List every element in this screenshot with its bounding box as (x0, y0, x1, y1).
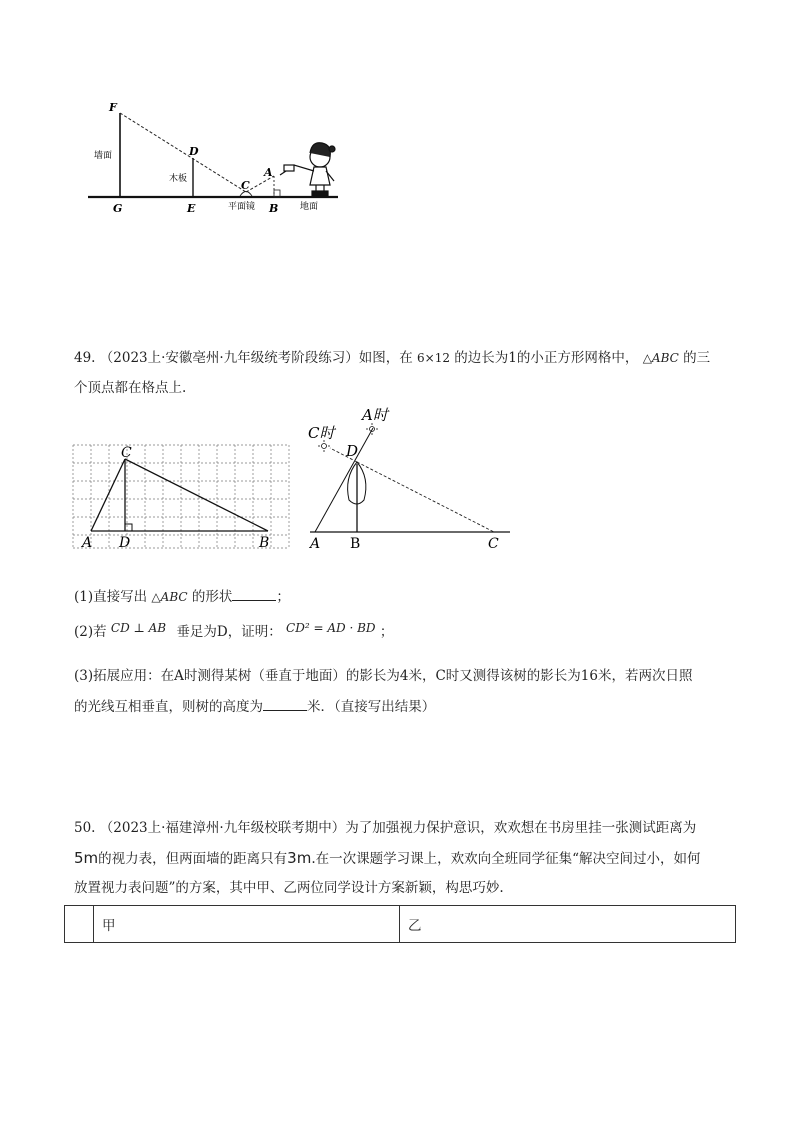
q49-sub1-post: 的形状 (191, 589, 233, 605)
q50-number: 50. (74, 820, 96, 836)
q49-sub2-mid: 垂足为D，证明： (176, 624, 282, 640)
q49-sub1-pre: (1)直接写出 (74, 589, 148, 605)
q49-line2: 个顶点都在格点上. (74, 380, 187, 396)
q49-sub2-equation: CD² = AD · BD (286, 621, 376, 635)
tree-label-A-time: A时 (362, 406, 388, 424)
q49-sub2 (74, 622, 393, 642)
label-board: 木板 (169, 174, 188, 184)
q49-text3: 的三 (683, 350, 711, 366)
q50-dist1: 5m (74, 849, 99, 867)
label-G: G (113, 202, 123, 215)
grid-label-C: C (121, 445, 132, 461)
q50-source: （2023上·福建漳州·九年级校联考期中） (99, 820, 346, 836)
q49-line1 (74, 348, 710, 368)
q49-sub1-end: ； (276, 589, 290, 605)
q50-line3: 放置视力表问题”的方案，其中甲、乙两位同学设计方案新颖，构思巧妙. (74, 880, 504, 896)
q50-line1 (74, 818, 696, 838)
grid-label-A: A (82, 535, 93, 551)
q49-triangle: △ABC (642, 351, 679, 365)
table-cell-jia: 甲 (94, 906, 400, 943)
label-C: C (241, 179, 250, 192)
table-cell-yi: 乙 (400, 906, 736, 943)
q50-line2-mid: 的视力表，但两面墙的距离只有 (98, 851, 288, 867)
tree-label-B: B (350, 536, 361, 552)
label-E: E (187, 202, 196, 215)
girl-icon (280, 143, 335, 196)
label-mirror: 平面镜 (228, 202, 256, 212)
q49-grid-size: 6×12 (417, 351, 450, 365)
grid-label-D: D (119, 535, 131, 551)
q49-sub3-blank (263, 696, 307, 711)
label-A: A (264, 166, 273, 179)
top-figure (80, 95, 350, 220)
tree-label-C-time: C时 (308, 424, 335, 442)
q50-line1-post: 为了加强视力保护意识，欢欢想在书房里挂一张测试距离为 (345, 820, 697, 836)
label-wall: 墙面 (94, 151, 113, 161)
grid-lines (73, 445, 289, 548)
side-bc (125, 459, 268, 531)
label-F: F (109, 101, 117, 114)
q49-number: 49. (74, 350, 96, 366)
q49-sub2-condition: CD ⊥ AB (110, 621, 167, 635)
side-ac (91, 459, 125, 531)
q50-plan-table (64, 905, 736, 943)
q49-text2: 的边长为1的小正方形网格中， (454, 350, 639, 366)
tree-label-C: C (488, 536, 499, 552)
q49-sub3-line1: (3)拓展应用：在A时测得某树（垂直于地面）的影长为4米，C时又测得该树的影长为16米，若两次日照 (74, 668, 693, 684)
q49-sub3-line2 (74, 696, 435, 717)
q50-line2-post: .在一次课题学习课上，欢欢向全班同学征集“解决空间过小，如何 (311, 851, 701, 867)
table-row (65, 906, 736, 943)
q49-sub3-post: 米．（直接写出结果） (307, 699, 436, 715)
label-ground: 地面 (300, 202, 319, 212)
q49-sub1-blank (232, 586, 276, 601)
q49-sub3-pre: 的光线互相垂直，则树的高度为 (74, 699, 263, 715)
q49-sub2-pre: (2)若 (74, 624, 107, 640)
mirror-arc (240, 192, 252, 197)
q49-text1: 如图，在 (358, 350, 413, 366)
grid-label-B: B (259, 535, 270, 551)
label-B: B (269, 202, 279, 215)
ray-c-dashed (357, 462, 494, 532)
q49-source: （2023上·安徽亳州·九年级统考阶段练习） (99, 350, 359, 366)
table-cell-empty (65, 906, 94, 943)
q49-sub1 (74, 586, 290, 607)
q49-grid-figure (70, 440, 295, 555)
q50-dist2: 3m (287, 849, 312, 867)
q49-sub1-triangle: △ABC (151, 590, 188, 604)
tree-label-D: D (346, 442, 359, 460)
tree-label-A: A (310, 536, 321, 552)
q49-sub2-end: ； (379, 624, 394, 640)
right-angle-d (125, 524, 132, 531)
q49-tree-figure (300, 400, 520, 555)
q50-line2 (74, 848, 701, 869)
label-D: D (189, 145, 199, 158)
